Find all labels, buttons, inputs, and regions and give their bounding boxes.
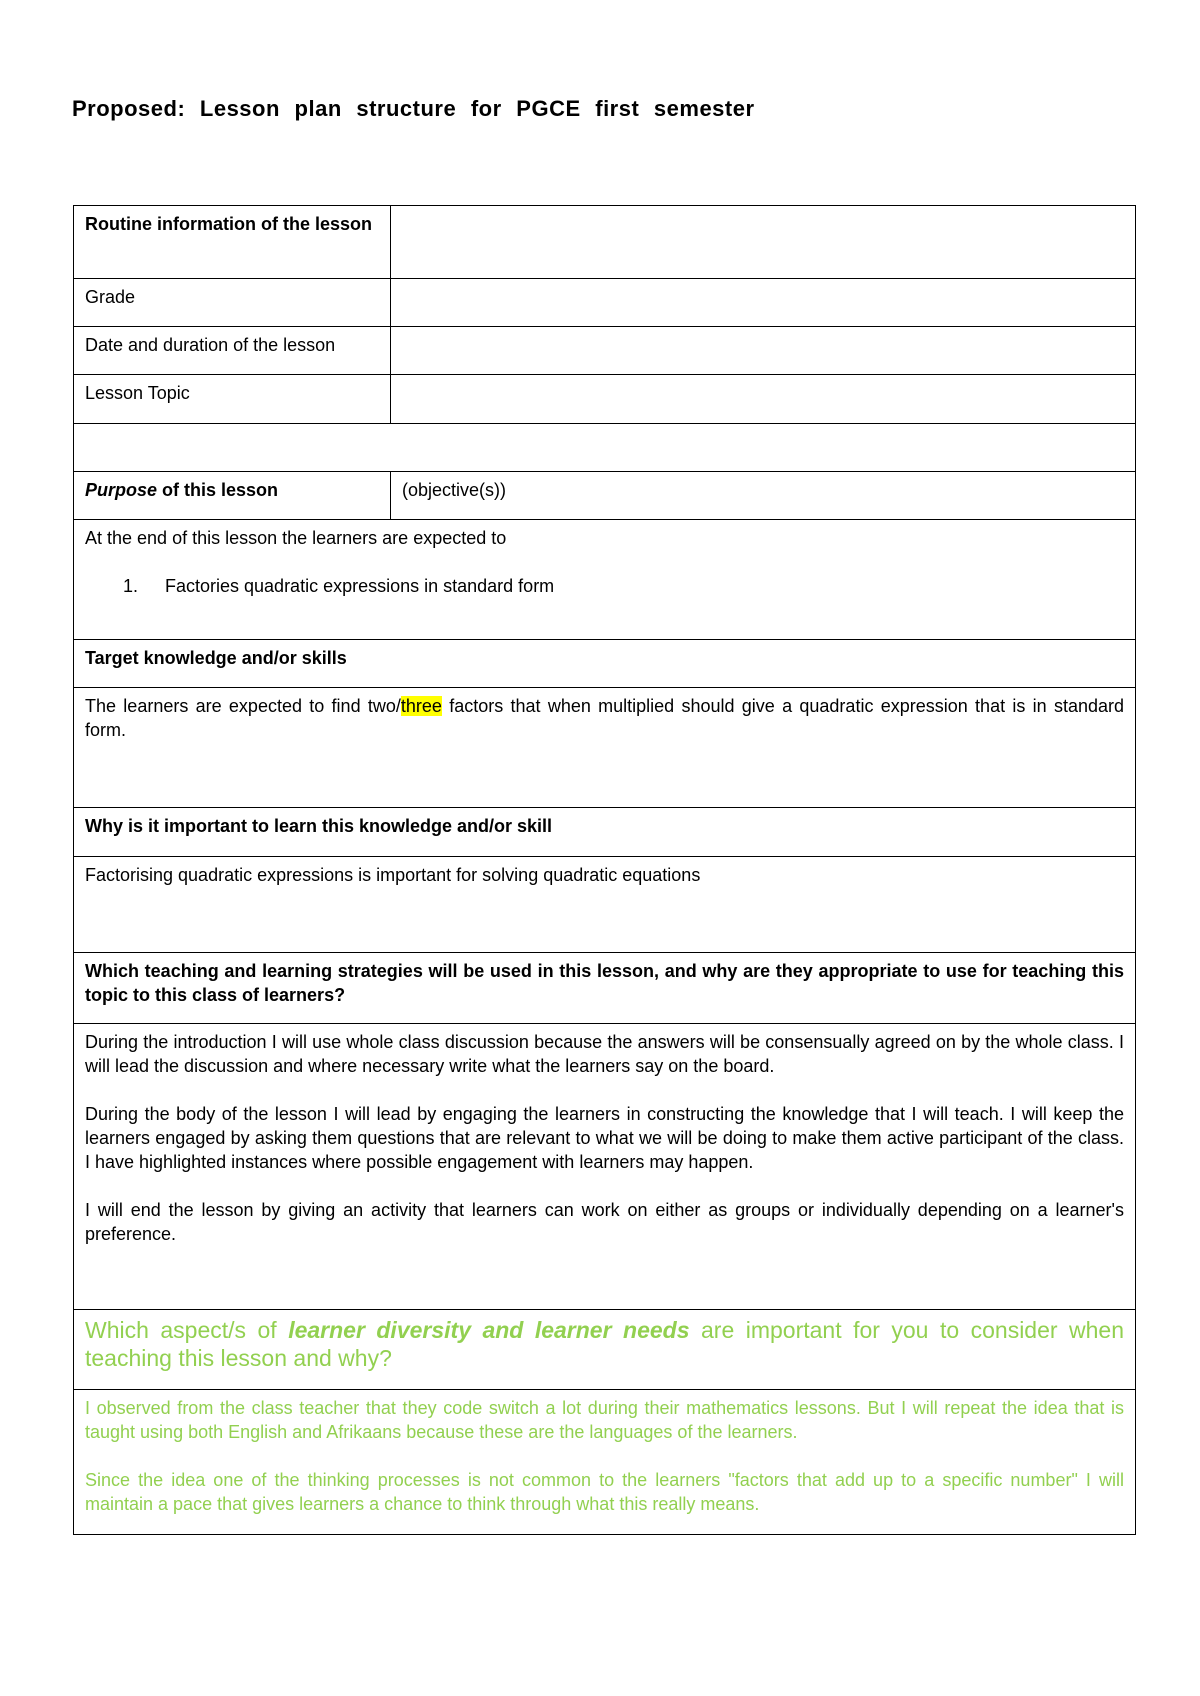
- table-row: [73, 1023, 1136, 1309]
- lesson-topic-label: Lesson Topic: [74, 375, 391, 423]
- target-text-end: factors that when multiplied should give a quadratic expression that is in standard form.: [85, 696, 1124, 740]
- diversity-heading-emphasis: learner diversity and learner needs: [288, 1317, 690, 1343]
- list-item-text: Factories quadratic expressions in standard form: [165, 576, 555, 596]
- date-duration-label: Date and duration of the lesson: [74, 327, 391, 374]
- list-item: [85, 574, 1124, 598]
- table-row: [73, 326, 1136, 374]
- objectives-cell: [74, 520, 1135, 639]
- importance-heading: Why is it important to learn this knowledge and/or skill: [85, 816, 553, 836]
- target-text: [74, 688, 1135, 807]
- diversity-heading-end: are important for you to consider when teaching this lesson and why?: [85, 1317, 1125, 1371]
- lesson-plan-table: [73, 205, 1136, 1535]
- spacer-row: [73, 423, 1136, 471]
- target-heading: Target knowledge and/or skills: [85, 648, 347, 668]
- lesson-topic-value[interactable]: [391, 375, 1135, 423]
- strategies-paragraph-1: During the introduction I will use whole class discussion because the answers will be consensually agreed on by the whole class. I will lead the discussion and where necessary write what the learners say on the board.: [85, 1032, 1124, 1076]
- table-row: [73, 687, 1136, 807]
- purpose-label: [74, 472, 391, 519]
- table-row: [73, 374, 1136, 423]
- target-text-start: The learners are expected to find two/: [85, 696, 401, 716]
- date-duration-value[interactable]: [391, 327, 1135, 374]
- purpose-label-rest: of this lesson: [157, 480, 279, 500]
- diversity-paragraph-2: Since the idea one of the thinking processes is not common to the learners "factors that add up to a specific number" I will maintain a pace that gives learners a chance to think through what this really means.: [85, 1470, 1124, 1514]
- grade-label: Grade: [74, 279, 391, 326]
- table-row: [73, 856, 1136, 952]
- table-row: [73, 807, 1136, 856]
- purpose-label-italic: Purpose: [85, 480, 158, 500]
- table-row: [73, 519, 1136, 639]
- empty-cell: [74, 424, 1135, 471]
- table-row: [73, 1389, 1136, 1535]
- table-row: [73, 639, 1136, 687]
- table-row: [73, 471, 1136, 519]
- list-item-number: 1.: [123, 576, 139, 596]
- diversity-heading-start: Which aspect/s of: [85, 1317, 289, 1343]
- importance-text: Factorising quadratic expressions is important for solving quadratic equations: [85, 865, 701, 885]
- grade-value[interactable]: [391, 279, 1135, 326]
- routine-label: Routine information of the lesson: [74, 206, 391, 278]
- table-row: [73, 952, 1136, 1023]
- diversity-paragraph-1: I observed from the class teacher that they code switch a lot during their mathematics lessons. But I will repeat the idea that is taught using both English and Afrikaans because these are the languages of the learners.: [85, 1398, 1124, 1442]
- table-row: [73, 205, 1136, 278]
- diversity-heading: [74, 1310, 1135, 1389]
- strategies-paragraph-3: I will end the lesson by giving an activity that learners can work on either as groups or individually depending on a learner's preference.: [85, 1200, 1124, 1244]
- strategies-heading: Which teaching and learning strategies will be used in this lesson, and why are they appropriate to use for teaching this topic to this class of learners?: [85, 961, 1124, 1005]
- objective-value: (objective(s)): [402, 480, 507, 500]
- table-row: [73, 1309, 1136, 1389]
- page-title: Proposed: Lesson plan structure for PGCE first semester: [72, 96, 755, 121]
- routine-value[interactable]: [391, 206, 1135, 278]
- highlighted-word: three: [400, 696, 442, 716]
- objectives-intro: At the end of this lesson the learners are expected to: [85, 528, 507, 548]
- table-row: [73, 278, 1136, 326]
- strategies-paragraph-2: During the body of the lesson I will lead by engaging the learners in constructing the knowledge that I will teach. I will keep the learners engaged by asking them questions that are relevant to what we will be doing to make them active participant of the class. I have highlighted instances where possible engagement with learners may happen.: [85, 1104, 1124, 1172]
- strategies-text: [74, 1024, 1135, 1309]
- diversity-text: [74, 1390, 1135, 1534]
